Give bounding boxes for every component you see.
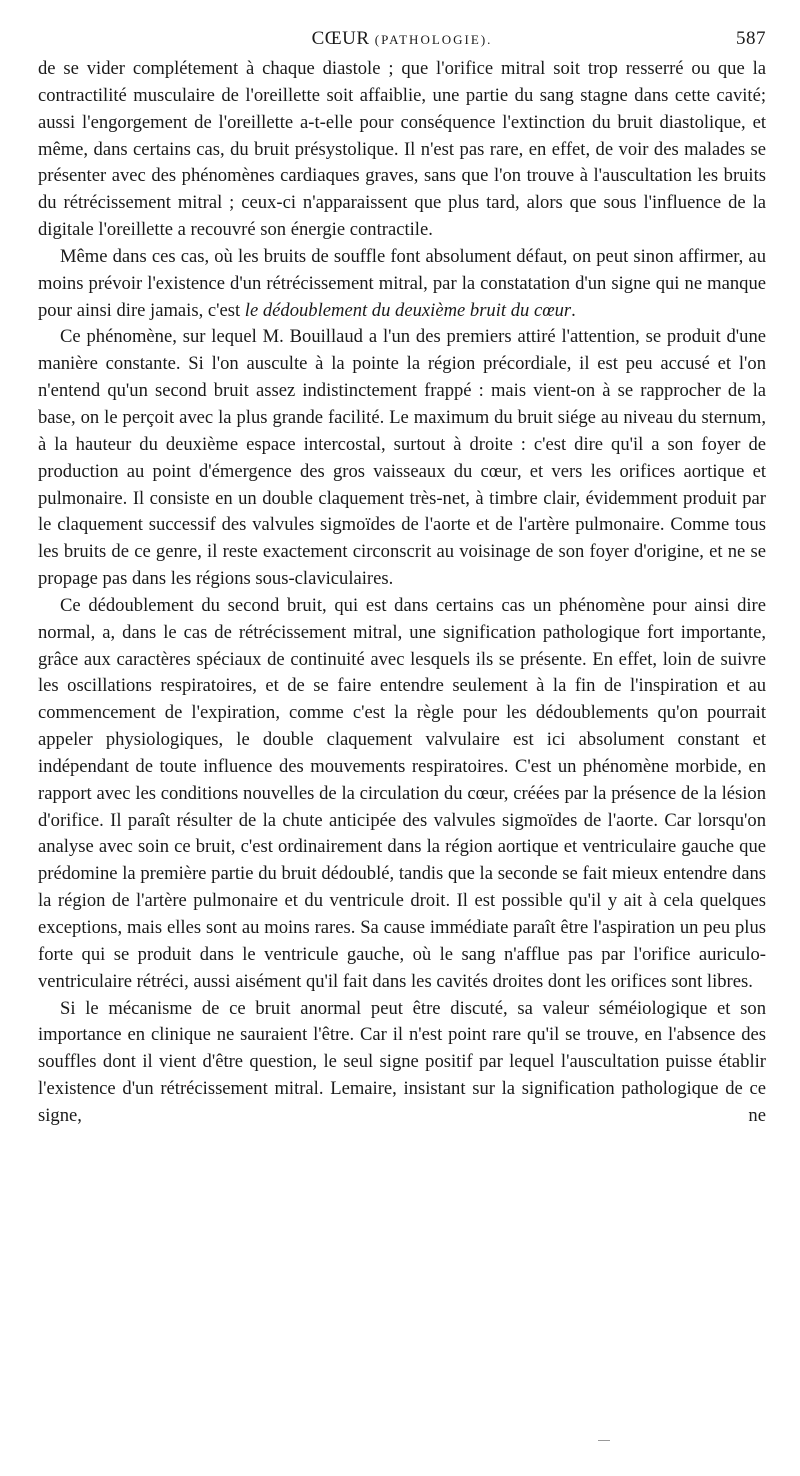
document-page bbox=[38, 26, 766, 1130]
paragraph-2 bbox=[38, 244, 766, 325]
running-title bbox=[38, 28, 766, 50]
paragraph-4: Ce dédoublement du second bruit, qui est dans certains cas un phénomène pour ainsi dire normal, a, dans le cas de rétrécissement mitral, une signification pathologique fort importante, grâce aux caractères spéciaux de continuité avec lesquels ils se présente. En effet, loin de suivre les oscillations respiratoires, et de se faire entendre seulement à la fin de l'inspiration et au commencement de l'expiration, comme c'est la règle pour les dédoublements qu'on pourrait appeler physiologiques, le double claquement valvulaire est ici absolument constant et indépendant de toute influence des mouvements respiratoires. C'est un phénomène morbide, en rapport avec les conditions nouvelles de la circulation du cœur, créées par la présence de la lésion d'orifice. Il paraît résulter de la chute anticipée des valvules sigmoïdes de l'aorte. Car lorsqu'on analyse avec soin ce bruit, c'est ordinairement dans la région aortique et ventriculaire gauche que prédomine la première partie du bruit dédoublé, tandis que la seconde se fait mieux entendre dans la région de l'artère pulmonaire et du ventricule droit. Il est possible qu'il y ait à cela quelques exceptions, mais elles sont au moins rares. Sa cause immédiate paraît être l'aspiration un peu plus forte qui se produit dans le ventricule gauche, où le sang n'afflue pas par l'orifice auriculo-ventriculaire rétréci, aussi aisément qu'il fait dans les cavités droites dont les orifices sont libres. bbox=[38, 594, 766, 992]
running-title-main: CŒUR bbox=[311, 28, 370, 49]
running-title-sub: (PATHOLOGIE). bbox=[374, 32, 493, 47]
paragraph-1: de se vider complétement à chaque diastole ; que l'orifice mitral soit trop resserré ou que la contractilité musculaire de l'oreillette soit affaiblie, une partie du sang stagne dans cette cavité; aussi l'engorgement de l'oreillette a-t-elle pour conséquence l'extinction du bruit diastolique, et même, dans certains cas, du bruit présystolique. Il n'est pas rare, en effet, de voir des malades se présenter avec des phénomènes cardiaques graves, sans que l'on trouve à l'auscultation les bruits du rétrécissement mitral ; ceux-ci n'apparaissent que plus tard, alors que sous l'influence de la digitale l'oreillette a recouvré son énergie contractile. bbox=[38, 58, 766, 241]
paragraph-2-text: Même dans ces cas, où les bruits de souffle font absolument défaut, on peut sinon affirmer, au moins prévoir l'existence d'un rétrécissement mitral, par la constatation d'un signe qui ne manque pour ainsi dire jamais, c'est bbox=[38, 245, 766, 321]
paragraph-5: Si le mécanisme de ce bruit anormal peut être discuté, sa valeur séméiologique et son importance en clinique ne sauraient l'être. Car il n'est point rare qu'il se trouve, en l'absence des souffles dont il vient d'être question, le seul signe positif par lequel l'auscultation puisse établir l'existence d'un rétrécissement mitral. Lemaire, insistant sur la signification pathologique de ce signe, ne bbox=[38, 997, 766, 1126]
running-header bbox=[38, 26, 766, 56]
paragraph-3: Ce phénomène, sur lequel M. Bouillaud a l'un des premiers attiré l'attention, se produit d'une manière constante. Si l'on ausculte à la pointe la région précordiale, il est peu accusé et l'on n'entend qu'un second bruit assez indistinctement frappé : mais vient-on à se rapprocher de la base, on le perçoit avec la plus grande facilité. Le maximum du bruit siége au niveau du sternum, à la hauteur du deuxième espace intercostal, surtout à droite : c'est dire qu'il a son foyer de production au point d'émergence des gros vaisseaux du cœur, et vers les orifices aortique et pulmonaire. Il consiste en un double claquement très-net, à timbre clair, évidemment produit par le claquement successif des valvules sigmoïdes de l'aorte et de l'artère pulmonaire. Comme tous les bruits de ce genre, il reste exactement circonscrit au voisinage de son foyer d'origine, et ne se propage pas dans les régions sous-claviculaires. bbox=[38, 326, 766, 590]
page-mark bbox=[598, 1440, 610, 1441]
page-number: 587 bbox=[736, 28, 766, 49]
paragraph-2-italic: le dédoublement du deuxième bruit du cœur bbox=[244, 299, 572, 321]
paragraph-2-end: . bbox=[571, 299, 576, 321]
